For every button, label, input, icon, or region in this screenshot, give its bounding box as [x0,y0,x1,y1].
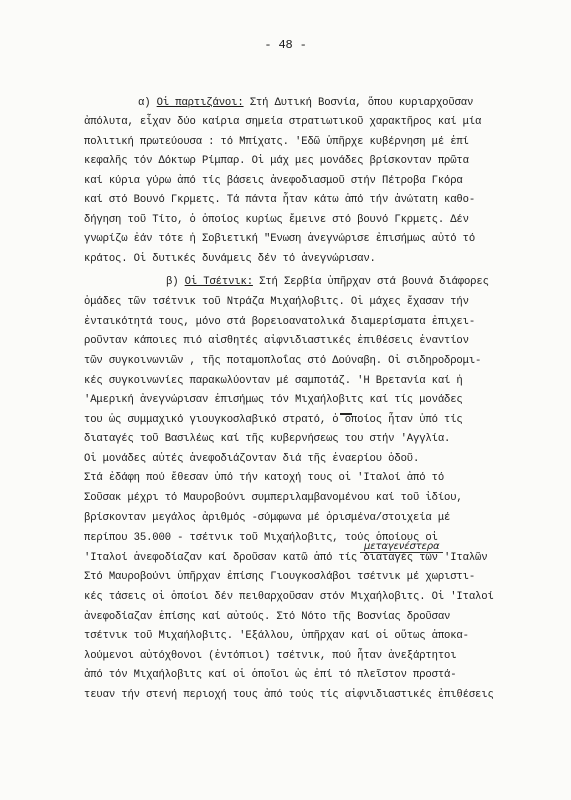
text-line: τευαν τήν στενή περιοχή τους ἀπό τούς τίς αἰφνιδιαστικές ἐπιθέσεις [84,689,494,701]
section-a-first-line [138,96,473,110]
text-line: κές τάσεις οἱ ὁποίοι δέν πειθαρχοῦσαν στόν Μιχαήλοβιτς. Οἱ 'Ιταλοί [84,591,494,603]
text-line: Οἱ μονάδες αὐτές ἀνεφοδιάζονταν διά τῆς ἐναερίου ὁδοῦ. [84,453,420,465]
text-line: γνωρίζω ἐάν τότε ἡ Σοβιετική "Ενωση ἀνεγνώρισε ἐπισήμως αὐτό τό [84,233,476,245]
text-line: 'Ιταλοί ἀνεφοδίαζαν καί δροῦσαν κατῶ ἀπό τίς διαταγές τῶν 'Ιταλῶν [84,552,488,564]
section-b-first-line [166,275,489,289]
text-line: βρίσκονταν μεγάλος ἀριθμός -σύμφωνα μέ ὁρισμένα/στοιχεία μέ [84,512,451,524]
text-line: ἐνταικότητά τους, μόνο στά βορειοανατολικά διαμερίσματα ἐπιχει- [84,316,476,328]
text-line: Στά ἐδάφη πού ἔθεσαν ὑπό τήν κατοχή τους οἱ 'Ιταλοί ἀπό τό [84,472,445,484]
text-line: τσέτνικ τοῦ Μιχαήλοβιτς. 'Εξάλλου, ὑπῆρχαν καί οἱ οὕτως ἀποκα- [84,630,469,642]
text-line: ἀνεφοδίαζαν ἐπίσης καί αὐτούς. Στό Νότο τῆς Βοσνίας δροῦσαν [84,611,451,623]
section-b-first-line-text: Στή Σερβία ὑπῆρχαν στά βουνά διάφορες [252,276,489,288]
text-line: κεφαλῆς τόν Δόκτωρ Ρίμπαρ. Οἱ μάχ μες μονάδες βρίσκονταν πρῶτα [84,155,469,167]
text-line: Σοῦσακ μέχρι τό Μαυροβούνι συμπεριλαμβανομένου καί τοῦ ἰδίου, [84,492,463,504]
text-line: ἀπόλυτα, εἶχαν δύο καίρια σημεία στρατιωτικοῦ χαρακτῆρος καί μία [84,116,482,128]
text-line: λούμενοι αὐτόχθονοι (ἐντόπιοι) τσέτνικ, πού ἦταν ἀνεξάρτητοι [84,650,457,662]
text-line: καί στό Βουνό Γκρμετς. Τά πάντα ἦταν κάτω ἀπό τήν ἀνώτατη καθο- [84,194,476,206]
text-line: κράτος. Οἱ δυτικές δυνάμεις δέν τό ἀνεγνώρισαν. [84,253,376,265]
text-line: δήγηση τοῦ Τίτο, ὁ ὁποίος κυρίως ἔμεινε στό βουνό Γκρμετς. Δέν [84,214,469,226]
text-line: τῶν συγκοινωνιῶν , τῆς ποταμοπλοΐας στό Δούναβη. Οἱ σιδηροδρομι- [84,355,482,367]
text-line: καί κύρια γύρω ἀπό τίς βάσεις ἀνεφοδιασμοῦ στήν Πέτροβα Γκόρα [84,175,463,187]
text-line: ροῦνταν κάποιες πιό αἰσθητές αἰφνιδιαστικές ἐπιθέσεις ἐναντίον [84,335,469,347]
section-b-prefix: β) [166,276,179,288]
section-a-heading: Οἱ παρτιζάνοι: [156,97,244,109]
section-b-heading: Οἱ Τσέτνικ: [184,276,253,288]
text-line: κές συγκοινωνίες παρακωλύονταν μέ σαμποτάζ. 'Η Βρετανία καί ἡ [84,375,463,387]
text-line: ὁμάδες τῶν τσέτνικ τοῦ Ντράζα Μιχαήλοβιτς. Οἱ μάχες ἔχασαν τήν [84,296,469,308]
section-a-prefix: α) [138,97,151,109]
page-number: - 48 - [264,38,307,52]
text-line: 'Αμερική ἀνεγνώρισαν ἐπισήμως τόν Μιχαήλοβιτς καί τίς μονάδες [84,394,463,406]
text-line: του ὡς συμμαχικό γιουγκοσλαβικό στρατό, ὁ ὁποίος ἦταν ὑπό τίς [84,414,463,426]
text-line: πολιτική πρωτεύουσα : τό Μπίχατς. 'Εδῶ ὑπῆρχε κυβέρνηση μέ ἐπί [84,136,469,148]
section-a-first-line-text: Στή Δυτική Βοσνία, ὅπου κυριαρχοῦσαν [243,97,474,109]
text-line: ἀπό τόν Μιχαήλοβιτς καί οἱ ὁποῖοι ὡς ἐπί τό πλεῖστον προστά- [84,669,457,681]
text-line: Στό Μαυροβούνι ὑπῆρχαν ἐπίσης Γιουγκοσλάβοι τσέτνικ μέ χωριστι- [84,571,476,583]
text-line: περίπου 35.000 - τσέτνικ τοῦ Μιχαήλοβιτς, τούς ὁποίους οἱ [84,532,438,544]
text-line: διαταγές τοῦ Βασιλέως καί τῆς κυβερνήσεως του στήν 'Αγγλία. [84,433,451,445]
handwritten-scratch-mark [340,403,352,415]
handwritten-note: μεταγενέστερα [360,541,443,553]
